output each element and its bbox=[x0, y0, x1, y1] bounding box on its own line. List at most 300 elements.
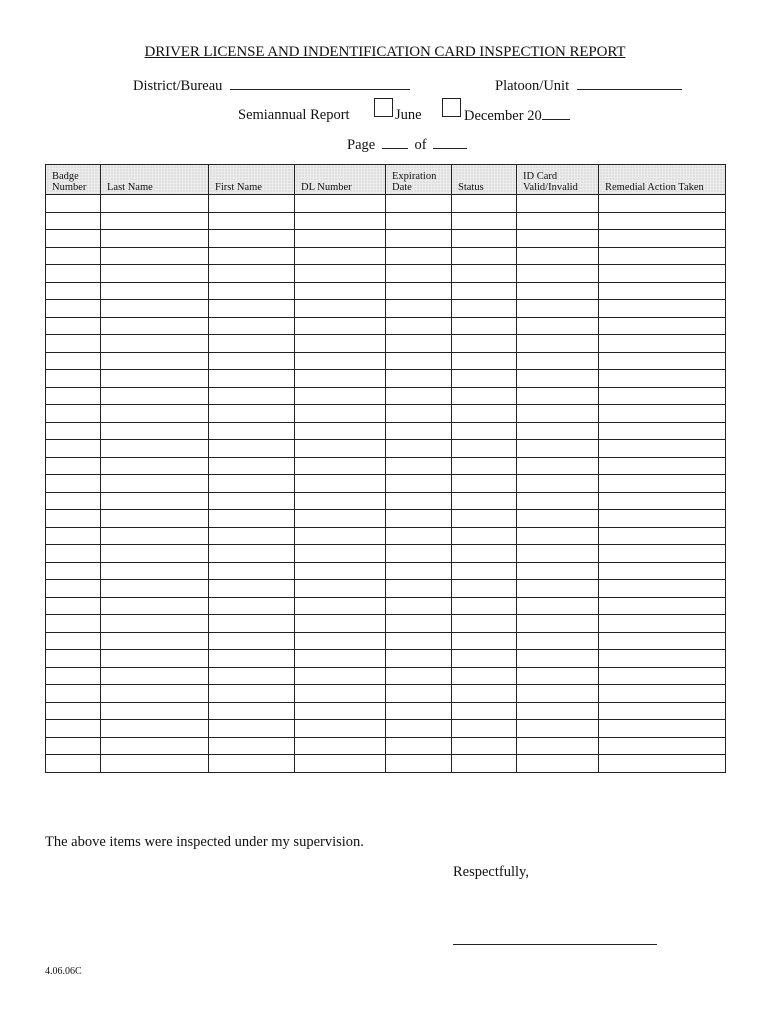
cell-first-name[interactable] bbox=[209, 335, 295, 353]
cell-id-card[interactable] bbox=[517, 545, 599, 563]
cell-id-card[interactable] bbox=[517, 632, 599, 650]
cell-remedial-action[interactable] bbox=[599, 755, 726, 773]
cell-last-name[interactable] bbox=[101, 352, 209, 370]
cell-last-name[interactable] bbox=[101, 492, 209, 510]
cell-dl-number[interactable] bbox=[295, 405, 386, 423]
cell-id-card[interactable] bbox=[517, 317, 599, 335]
cell-first-name[interactable] bbox=[209, 702, 295, 720]
cell-status[interactable] bbox=[452, 510, 517, 528]
cell-expiration-date[interactable] bbox=[386, 615, 452, 633]
cell-expiration-date[interactable] bbox=[386, 755, 452, 773]
cell-status[interactable] bbox=[452, 230, 517, 248]
cell-dl-number[interactable] bbox=[295, 527, 386, 545]
cell-remedial-action[interactable] bbox=[599, 370, 726, 388]
cell-remedial-action[interactable] bbox=[599, 230, 726, 248]
cell-badge-number[interactable] bbox=[46, 405, 101, 423]
page-number-field[interactable] bbox=[347, 136, 467, 154]
cell-first-name[interactable] bbox=[209, 475, 295, 493]
cell-last-name[interactable] bbox=[101, 615, 209, 633]
cell-expiration-date[interactable] bbox=[386, 405, 452, 423]
cell-status[interactable] bbox=[452, 632, 517, 650]
cell-dl-number[interactable] bbox=[295, 247, 386, 265]
cell-id-card[interactable] bbox=[517, 422, 599, 440]
cell-remedial-action[interactable] bbox=[599, 265, 726, 283]
cell-badge-number[interactable] bbox=[46, 615, 101, 633]
cell-status[interactable] bbox=[452, 667, 517, 685]
cell-status[interactable] bbox=[452, 370, 517, 388]
cell-status[interactable] bbox=[452, 737, 517, 755]
cell-id-card[interactable] bbox=[517, 510, 599, 528]
cell-expiration-date[interactable] bbox=[386, 300, 452, 318]
cell-remedial-action[interactable] bbox=[599, 667, 726, 685]
platoon-unit-line[interactable] bbox=[577, 77, 682, 90]
cell-dl-number[interactable] bbox=[295, 387, 386, 405]
cell-expiration-date[interactable] bbox=[386, 492, 452, 510]
table-row bbox=[46, 597, 726, 615]
cell-remedial-action[interactable] bbox=[599, 510, 726, 528]
cell-badge-number[interactable] bbox=[46, 580, 101, 598]
table-row bbox=[46, 685, 726, 703]
table-row bbox=[46, 475, 726, 493]
cell-last-name[interactable] bbox=[101, 702, 209, 720]
cell-badge-number[interactable] bbox=[46, 335, 101, 353]
cell-status[interactable] bbox=[452, 702, 517, 720]
table-row bbox=[46, 370, 726, 388]
cell-first-name[interactable] bbox=[209, 632, 295, 650]
cell-last-name[interactable] bbox=[101, 685, 209, 703]
cell-status[interactable] bbox=[452, 580, 517, 598]
cell-expiration-date[interactable] bbox=[386, 510, 452, 528]
cell-expiration-date[interactable] bbox=[386, 440, 452, 458]
cell-dl-number[interactable] bbox=[295, 632, 386, 650]
signature-line[interactable] bbox=[453, 944, 657, 945]
cell-expiration-date[interactable] bbox=[386, 720, 452, 738]
cell-first-name[interactable] bbox=[209, 667, 295, 685]
cell-expiration-date[interactable] bbox=[386, 352, 452, 370]
cell-badge-number[interactable] bbox=[46, 737, 101, 755]
cell-remedial-action[interactable] bbox=[599, 562, 726, 580]
cell-last-name[interactable] bbox=[101, 195, 209, 213]
cell-id-card[interactable] bbox=[517, 300, 599, 318]
cell-badge-number[interactable] bbox=[46, 457, 101, 475]
cell-id-card[interactable] bbox=[517, 737, 599, 755]
col-header-remedial-action: Remedial Action Taken bbox=[599, 165, 726, 195]
cell-first-name[interactable] bbox=[209, 405, 295, 423]
cell-first-name[interactable] bbox=[209, 422, 295, 440]
cell-status[interactable] bbox=[452, 300, 517, 318]
table-row bbox=[46, 755, 726, 773]
cell-badge-number[interactable] bbox=[46, 300, 101, 318]
table-row bbox=[46, 440, 726, 458]
cell-last-name[interactable] bbox=[101, 755, 209, 773]
cell-status[interactable] bbox=[452, 545, 517, 563]
cell-last-name[interactable] bbox=[101, 282, 209, 300]
cell-remedial-action[interactable] bbox=[599, 300, 726, 318]
cell-id-card[interactable] bbox=[517, 457, 599, 475]
cell-remedial-action[interactable] bbox=[599, 247, 726, 265]
cell-status[interactable] bbox=[452, 352, 517, 370]
cell-id-card[interactable] bbox=[517, 335, 599, 353]
cell-badge-number[interactable] bbox=[46, 650, 101, 668]
cell-remedial-action[interactable] bbox=[599, 632, 726, 650]
cell-status[interactable] bbox=[452, 265, 517, 283]
cell-dl-number[interactable] bbox=[295, 492, 386, 510]
cell-id-card[interactable] bbox=[517, 475, 599, 493]
cell-expiration-date[interactable] bbox=[386, 475, 452, 493]
cell-dl-number[interactable] bbox=[295, 212, 386, 230]
cell-id-card[interactable] bbox=[517, 265, 599, 283]
cell-status[interactable] bbox=[452, 475, 517, 493]
cell-remedial-action[interactable] bbox=[599, 352, 726, 370]
cell-status[interactable] bbox=[452, 720, 517, 738]
cell-first-name[interactable] bbox=[209, 685, 295, 703]
cell-dl-number[interactable] bbox=[295, 352, 386, 370]
cell-badge-number[interactable] bbox=[46, 317, 101, 335]
cell-first-name[interactable] bbox=[209, 370, 295, 388]
december-field[interactable] bbox=[464, 107, 570, 125]
cell-last-name[interactable] bbox=[101, 737, 209, 755]
cell-expiration-date[interactable] bbox=[386, 195, 452, 213]
cell-remedial-action[interactable] bbox=[599, 282, 726, 300]
december-checkbox[interactable] bbox=[442, 98, 461, 117]
june-checkbox[interactable] bbox=[374, 98, 393, 117]
col-header-status: Status bbox=[452, 165, 517, 195]
table-row bbox=[46, 265, 726, 283]
col-header-last-name: Last Name bbox=[101, 165, 209, 195]
cell-status[interactable] bbox=[452, 650, 517, 668]
col-header-badge-number: Badge Number bbox=[46, 165, 101, 195]
cell-expiration-date[interactable] bbox=[386, 527, 452, 545]
table-row bbox=[46, 282, 726, 300]
cell-expiration-date[interactable] bbox=[386, 667, 452, 685]
cell-first-name[interactable] bbox=[209, 597, 295, 615]
cell-first-name[interactable] bbox=[209, 737, 295, 755]
cell-id-card[interactable] bbox=[517, 702, 599, 720]
cell-dl-number[interactable] bbox=[295, 737, 386, 755]
cell-status[interactable] bbox=[452, 405, 517, 423]
cell-last-name[interactable] bbox=[101, 370, 209, 388]
cell-status[interactable] bbox=[452, 247, 517, 265]
cell-id-card[interactable] bbox=[517, 492, 599, 510]
cell-expiration-date[interactable] bbox=[386, 597, 452, 615]
cell-last-name[interactable] bbox=[101, 247, 209, 265]
cell-id-card[interactable] bbox=[517, 755, 599, 773]
table-row bbox=[46, 230, 726, 248]
cell-status[interactable] bbox=[452, 335, 517, 353]
cell-expiration-date[interactable] bbox=[386, 212, 452, 230]
cell-id-card[interactable] bbox=[517, 282, 599, 300]
cell-first-name[interactable] bbox=[209, 562, 295, 580]
district-bureau-field[interactable] bbox=[133, 77, 410, 95]
cell-dl-number[interactable] bbox=[295, 650, 386, 668]
cell-first-name[interactable] bbox=[209, 440, 295, 458]
cell-last-name[interactable] bbox=[101, 300, 209, 318]
cell-dl-number[interactable] bbox=[295, 685, 386, 703]
page-total-line[interactable] bbox=[433, 136, 467, 149]
cell-badge-number[interactable] bbox=[46, 247, 101, 265]
cell-first-name[interactable] bbox=[209, 615, 295, 633]
cell-remedial-action[interactable] bbox=[599, 492, 726, 510]
cell-last-name[interactable] bbox=[101, 405, 209, 423]
cell-last-name[interactable] bbox=[101, 422, 209, 440]
cell-status[interactable] bbox=[452, 317, 517, 335]
cell-first-name[interactable] bbox=[209, 282, 295, 300]
cell-badge-number[interactable] bbox=[46, 667, 101, 685]
cell-dl-number[interactable] bbox=[295, 720, 386, 738]
cell-last-name[interactable] bbox=[101, 650, 209, 668]
cell-remedial-action[interactable] bbox=[599, 580, 726, 598]
cell-remedial-action[interactable] bbox=[599, 195, 726, 213]
cell-status[interactable] bbox=[452, 387, 517, 405]
cell-badge-number[interactable] bbox=[46, 212, 101, 230]
cell-badge-number[interactable] bbox=[46, 387, 101, 405]
table-row bbox=[46, 457, 726, 475]
cell-remedial-action[interactable] bbox=[599, 545, 726, 563]
cell-remedial-action[interactable] bbox=[599, 685, 726, 703]
cell-last-name[interactable] bbox=[101, 387, 209, 405]
cell-badge-number[interactable] bbox=[46, 282, 101, 300]
cell-expiration-date[interactable] bbox=[386, 282, 452, 300]
cell-first-name[interactable] bbox=[209, 457, 295, 475]
cell-id-card[interactable] bbox=[517, 615, 599, 633]
col-header-expiration-date: Expiration Date bbox=[386, 165, 452, 195]
cell-expiration-date[interactable] bbox=[386, 632, 452, 650]
cell-id-card[interactable] bbox=[517, 405, 599, 423]
cell-dl-number[interactable] bbox=[295, 317, 386, 335]
cell-first-name[interactable] bbox=[209, 230, 295, 248]
december-label: December 20 bbox=[464, 108, 542, 124]
cell-status[interactable] bbox=[452, 492, 517, 510]
cell-id-card[interactable] bbox=[517, 720, 599, 738]
cell-dl-number[interactable] bbox=[295, 282, 386, 300]
cell-badge-number[interactable] bbox=[46, 230, 101, 248]
cell-expiration-date[interactable] bbox=[386, 230, 452, 248]
cell-last-name[interactable] bbox=[101, 457, 209, 475]
cell-dl-number[interactable] bbox=[295, 667, 386, 685]
cell-status[interactable] bbox=[452, 685, 517, 703]
cell-expiration-date[interactable] bbox=[386, 702, 452, 720]
cell-expiration-date[interactable] bbox=[386, 650, 452, 668]
cell-first-name[interactable] bbox=[209, 265, 295, 283]
cell-first-name[interactable] bbox=[209, 510, 295, 528]
cell-badge-number[interactable] bbox=[46, 545, 101, 563]
cell-status[interactable] bbox=[452, 527, 517, 545]
cell-id-card[interactable] bbox=[517, 440, 599, 458]
cell-dl-number[interactable] bbox=[295, 422, 386, 440]
cell-last-name[interactable] bbox=[101, 317, 209, 335]
cell-last-name[interactable] bbox=[101, 510, 209, 528]
cell-dl-number[interactable] bbox=[295, 230, 386, 248]
cell-first-name[interactable] bbox=[209, 545, 295, 563]
cell-first-name[interactable] bbox=[209, 247, 295, 265]
june-label: June bbox=[395, 107, 422, 123]
cell-id-card[interactable] bbox=[517, 370, 599, 388]
cell-dl-number[interactable] bbox=[295, 370, 386, 388]
cell-expiration-date[interactable] bbox=[386, 457, 452, 475]
cell-dl-number[interactable] bbox=[295, 562, 386, 580]
cell-badge-number[interactable] bbox=[46, 510, 101, 528]
cell-last-name[interactable] bbox=[101, 475, 209, 493]
cell-badge-number[interactable] bbox=[46, 597, 101, 615]
cell-badge-number[interactable] bbox=[46, 440, 101, 458]
cell-badge-number[interactable] bbox=[46, 370, 101, 388]
cell-id-card[interactable] bbox=[517, 597, 599, 615]
cell-dl-number[interactable] bbox=[295, 615, 386, 633]
cell-first-name[interactable] bbox=[209, 755, 295, 773]
cell-dl-number[interactable] bbox=[295, 510, 386, 528]
cell-badge-number[interactable] bbox=[46, 720, 101, 738]
cell-last-name[interactable] bbox=[101, 527, 209, 545]
cell-remedial-action[interactable] bbox=[599, 422, 726, 440]
table-row bbox=[46, 405, 726, 423]
cell-remedial-action[interactable] bbox=[599, 457, 726, 475]
cell-first-name[interactable] bbox=[209, 492, 295, 510]
cell-dl-number[interactable] bbox=[295, 457, 386, 475]
cell-id-card[interactable] bbox=[517, 195, 599, 213]
cell-last-name[interactable] bbox=[101, 335, 209, 353]
cell-id-card[interactable] bbox=[517, 352, 599, 370]
cell-id-card[interactable] bbox=[517, 650, 599, 668]
cell-first-name[interactable] bbox=[209, 195, 295, 213]
platoon-unit-field[interactable] bbox=[495, 77, 682, 95]
cell-dl-number[interactable] bbox=[295, 195, 386, 213]
cell-badge-number[interactable] bbox=[46, 632, 101, 650]
table-row bbox=[46, 650, 726, 668]
cell-expiration-date[interactable] bbox=[386, 335, 452, 353]
cell-last-name[interactable] bbox=[101, 667, 209, 685]
cell-badge-number[interactable] bbox=[46, 475, 101, 493]
cell-last-name[interactable] bbox=[101, 597, 209, 615]
cell-expiration-date[interactable] bbox=[386, 370, 452, 388]
cell-dl-number[interactable] bbox=[295, 335, 386, 353]
cell-first-name[interactable] bbox=[209, 387, 295, 405]
cell-id-card[interactable] bbox=[517, 580, 599, 598]
cell-remedial-action[interactable] bbox=[599, 475, 726, 493]
cell-first-name[interactable] bbox=[209, 352, 295, 370]
cell-badge-number[interactable] bbox=[46, 702, 101, 720]
cell-last-name[interactable] bbox=[101, 265, 209, 283]
cell-expiration-date[interactable] bbox=[386, 562, 452, 580]
cell-id-card[interactable] bbox=[517, 685, 599, 703]
cell-remedial-action[interactable] bbox=[599, 405, 726, 423]
cell-badge-number[interactable] bbox=[46, 422, 101, 440]
district-bureau-line[interactable] bbox=[230, 77, 410, 90]
cell-id-card[interactable] bbox=[517, 387, 599, 405]
cell-dl-number[interactable] bbox=[295, 545, 386, 563]
cell-last-name[interactable] bbox=[101, 720, 209, 738]
cell-expiration-date[interactable] bbox=[386, 265, 452, 283]
cell-id-card[interactable] bbox=[517, 667, 599, 685]
cell-remedial-action[interactable] bbox=[599, 597, 726, 615]
cell-expiration-date[interactable] bbox=[386, 247, 452, 265]
cell-remedial-action[interactable] bbox=[599, 335, 726, 353]
cell-first-name[interactable] bbox=[209, 650, 295, 668]
cell-last-name[interactable] bbox=[101, 545, 209, 563]
cell-status[interactable] bbox=[452, 195, 517, 213]
cell-dl-number[interactable] bbox=[295, 597, 386, 615]
cell-remedial-action[interactable] bbox=[599, 527, 726, 545]
cell-dl-number[interactable] bbox=[295, 440, 386, 458]
cell-remedial-action[interactable] bbox=[599, 212, 726, 230]
cell-status[interactable] bbox=[452, 615, 517, 633]
cell-status[interactable] bbox=[452, 422, 517, 440]
cell-badge-number[interactable] bbox=[46, 492, 101, 510]
cell-last-name[interactable] bbox=[101, 632, 209, 650]
cell-id-card[interactable] bbox=[517, 212, 599, 230]
cell-expiration-date[interactable] bbox=[386, 737, 452, 755]
cell-dl-number[interactable] bbox=[295, 755, 386, 773]
cell-expiration-date[interactable] bbox=[386, 685, 452, 703]
cell-id-card[interactable] bbox=[517, 562, 599, 580]
page-number-line[interactable] bbox=[382, 136, 408, 149]
cell-remedial-action[interactable] bbox=[599, 737, 726, 755]
table-row bbox=[46, 527, 726, 545]
cell-badge-number[interactable] bbox=[46, 265, 101, 283]
cell-remedial-action[interactable] bbox=[599, 615, 726, 633]
cell-expiration-date[interactable] bbox=[386, 580, 452, 598]
cell-badge-number[interactable] bbox=[46, 685, 101, 703]
cell-last-name[interactable] bbox=[101, 580, 209, 598]
cell-last-name[interactable] bbox=[101, 230, 209, 248]
cell-remedial-action[interactable] bbox=[599, 440, 726, 458]
cell-badge-number[interactable] bbox=[46, 195, 101, 213]
cell-last-name[interactable] bbox=[101, 440, 209, 458]
december-year-line[interactable] bbox=[542, 107, 570, 120]
cell-dl-number[interactable] bbox=[295, 265, 386, 283]
cell-last-name[interactable] bbox=[101, 562, 209, 580]
table-row bbox=[46, 335, 726, 353]
cell-last-name[interactable] bbox=[101, 212, 209, 230]
cell-first-name[interactable] bbox=[209, 527, 295, 545]
cell-badge-number[interactable] bbox=[46, 755, 101, 773]
cell-dl-number[interactable] bbox=[295, 580, 386, 598]
cell-dl-number[interactable] bbox=[295, 702, 386, 720]
cell-id-card[interactable] bbox=[517, 527, 599, 545]
cell-first-name[interactable] bbox=[209, 580, 295, 598]
cell-status[interactable] bbox=[452, 597, 517, 615]
cell-badge-number[interactable] bbox=[46, 562, 101, 580]
cell-status[interactable] bbox=[452, 440, 517, 458]
cell-remedial-action[interactable] bbox=[599, 702, 726, 720]
cell-expiration-date[interactable] bbox=[386, 387, 452, 405]
table-row bbox=[46, 545, 726, 563]
cell-status[interactable] bbox=[452, 457, 517, 475]
cell-remedial-action[interactable] bbox=[599, 720, 726, 738]
cell-dl-number[interactable] bbox=[295, 475, 386, 493]
cell-id-card[interactable] bbox=[517, 230, 599, 248]
cell-badge-number[interactable] bbox=[46, 352, 101, 370]
cell-status[interactable] bbox=[452, 562, 517, 580]
cell-expiration-date[interactable] bbox=[386, 422, 452, 440]
cell-status[interactable] bbox=[452, 282, 517, 300]
cell-expiration-date[interactable] bbox=[386, 545, 452, 563]
cell-status[interactable] bbox=[452, 755, 517, 773]
cell-remedial-action[interactable] bbox=[599, 387, 726, 405]
cell-dl-number[interactable] bbox=[295, 300, 386, 318]
cell-id-card[interactable] bbox=[517, 247, 599, 265]
cell-status[interactable] bbox=[452, 212, 517, 230]
cell-expiration-date[interactable] bbox=[386, 317, 452, 335]
col-header-dl-number: DL Number bbox=[295, 165, 386, 195]
cell-first-name[interactable] bbox=[209, 300, 295, 318]
cell-first-name[interactable] bbox=[209, 720, 295, 738]
cell-remedial-action[interactable] bbox=[599, 317, 726, 335]
cell-first-name[interactable] bbox=[209, 212, 295, 230]
cell-badge-number[interactable] bbox=[46, 527, 101, 545]
form-code: 4.06.06C bbox=[45, 966, 82, 977]
cell-remedial-action[interactable] bbox=[599, 650, 726, 668]
cell-first-name[interactable] bbox=[209, 317, 295, 335]
